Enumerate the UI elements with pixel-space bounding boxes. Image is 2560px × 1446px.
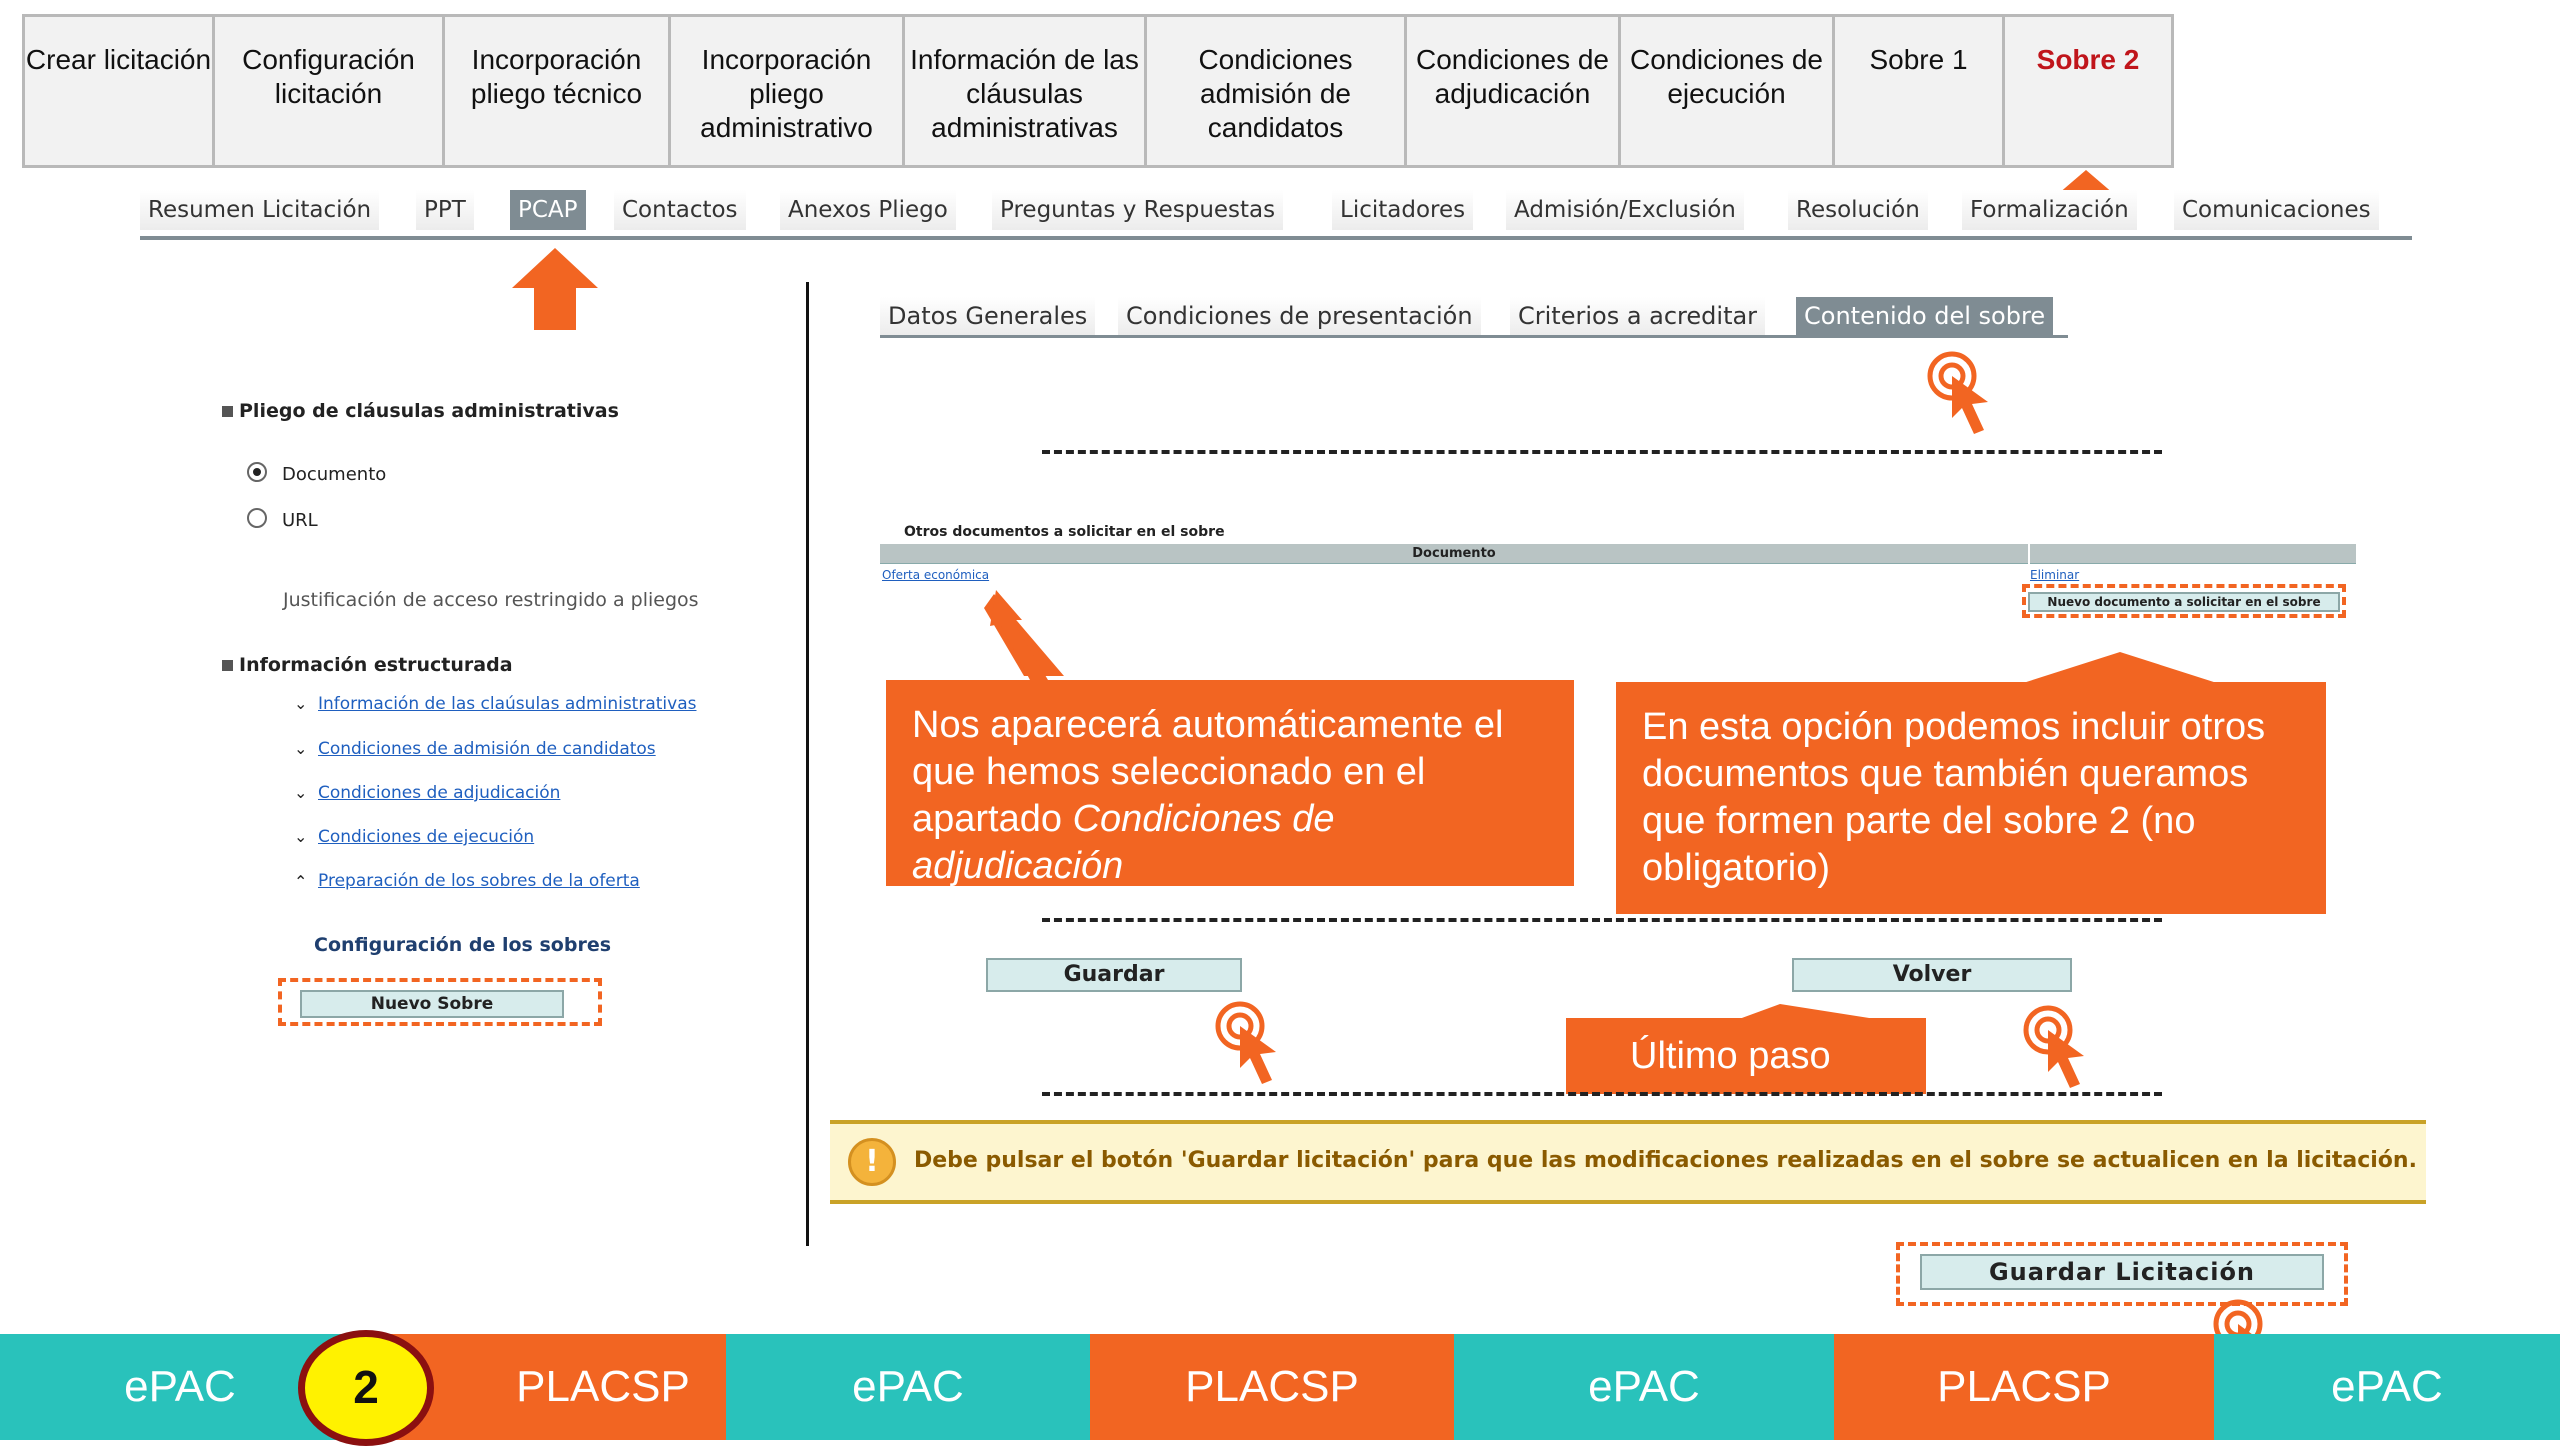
chevron-down-icon: ⌄ [294, 694, 308, 713]
pointer-click-icon [1214, 1000, 1284, 1084]
tab-anexos-pliego[interactable]: Anexos Pliego [780, 190, 956, 230]
chevron-up-icon: ⌃ [294, 872, 308, 891]
pointer-click-icon [2022, 1004, 2092, 1088]
chevron-down-icon: ⌄ [294, 827, 308, 846]
tab-ppt[interactable]: PPT [416, 190, 474, 230]
link-ejecucion[interactable]: Condiciones de ejecución [318, 827, 535, 847]
tab-admision-exclusion[interactable]: Admisión/Exclusión [1506, 190, 1744, 230]
tab-comunicaciones[interactable]: Comunicaciones [2174, 190, 2379, 230]
radio-url[interactable] [247, 508, 267, 528]
callout-ultimo-paso: Último paso [1566, 1018, 1926, 1094]
link-preparacion-sobres[interactable]: Preparación de los sobres de la oferta [318, 871, 640, 891]
callout-notch-icon [2020, 652, 2220, 684]
tab-contactos[interactable]: Contactos [614, 190, 746, 230]
tab-pcap[interactable]: PCAP [510, 190, 586, 230]
step-info-clausulas[interactable]: Información de las cláusulas administrativas [905, 17, 1147, 165]
process-step-placsp: PLACSP [1090, 1334, 1454, 1440]
table-header-documento: Documento [1412, 546, 1496, 561]
pliego-section-title: Pliego de cláusulas administrativas [222, 400, 619, 422]
step-sobre-1[interactable]: Sobre 1 [1835, 17, 2005, 165]
step-adjudicacion[interactable]: Condiciones de adjudicación [1407, 17, 1621, 165]
radio-documento[interactable] [247, 462, 267, 482]
subtabs-underline [880, 335, 2068, 338]
bullet-square-icon [222, 660, 233, 671]
step-admision-candidatos[interactable]: Condiciones admisión de candidatos [1147, 17, 1407, 165]
process-step-epac: ePAC [1454, 1334, 1834, 1440]
tab-preguntas-respuestas[interactable]: Preguntas y Respuestas [992, 190, 1283, 230]
nuevo-sobre-button[interactable]: Nuevo Sobre [300, 990, 564, 1018]
process-step-epac: ePAC [2214, 1334, 2560, 1440]
process-step-placsp: PLACSP [1834, 1334, 2214, 1440]
warning-icon: ! [848, 1138, 896, 1186]
chevron-down-icon: ⌄ [294, 783, 308, 802]
process-step-epac: ePAC [0, 1334, 360, 1440]
link-info-clausulas[interactable]: Información de las claúsulas administrativas [318, 694, 697, 714]
subtab-datos-generales[interactable]: Datos Generales [880, 297, 1095, 335]
step-pliego-tecnico[interactable]: Incorporación pliego técnico [445, 17, 671, 165]
link-adjudicacion[interactable]: Condiciones de adjudicación [318, 783, 561, 803]
config-sobres-label: Configuración de los sobres [314, 934, 612, 956]
step-pliego-administrativo[interactable]: Incorporación pliego administrativo [671, 17, 905, 165]
guardar-licitacion-button[interactable]: Guardar Licitación [1920, 1254, 2324, 1290]
nuevo-documento-button[interactable]: Nuevo documento a solicitar en el sobre [2028, 592, 2340, 612]
radio-url-label: URL [282, 510, 318, 531]
table-divider [2028, 544, 2030, 564]
step-configuracion-licitacion[interactable]: Configuración licitación [215, 17, 445, 165]
eliminar-link[interactable]: Eliminar [2030, 568, 2080, 582]
step-sobre-2[interactable]: Sobre 2 [2036, 44, 2140, 75]
radio-documento-label: Documento [282, 464, 387, 485]
arrow-up-icon [990, 590, 1050, 680]
tab-licitadores[interactable]: Licitadores [1332, 190, 1473, 230]
justificacion-label: Justificación de acceso restringido a pliegos [283, 589, 699, 611]
warning-banner [830, 1120, 2426, 1204]
arrow-up-icon [510, 248, 600, 330]
process-step-placsp: PLACSP [360, 1334, 726, 1440]
pointer-click-icon [1926, 350, 1996, 434]
callout-otros-documentos: En esta opción podemos incluir otros documentos que también queramos que formen parte del sobre 2 (no obligatorio) [1616, 682, 2326, 914]
otros-documentos-title: Otros documentos a solicitar en el sobre [904, 524, 1225, 540]
step-ejecucion[interactable]: Condiciones de ejecución [1621, 17, 1835, 165]
panel-divider [806, 282, 809, 1246]
chevron-down-icon: ⌄ [294, 739, 308, 758]
dash-separator [1042, 450, 2162, 454]
dash-separator [1042, 918, 2162, 922]
tab-resolucion[interactable]: Resolución [1788, 190, 1928, 230]
volver-button[interactable]: Volver [1792, 958, 2072, 992]
bullet-square-icon [222, 406, 233, 417]
subtab-criterios-acreditar[interactable]: Criterios a acreditar [1510, 297, 1765, 335]
steps-bar [22, 14, 2174, 168]
guardar-button[interactable]: Guardar [986, 958, 1242, 992]
callout-oferta-economica: Nos aparecerá automáticamente el que hemos seleccionado en el apartado Condiciones de adjudicación [886, 680, 1574, 886]
tab-formalizacion[interactable]: Formalización [1962, 190, 2137, 230]
info-section-title: Información estructurada [222, 654, 513, 676]
subtab-contenido-sobre[interactable]: Contenido del sobre [1796, 297, 2053, 335]
process-step-epac: ePAC [726, 1334, 1090, 1440]
link-admision-candidatos[interactable]: Condiciones de admisión de candidatos [318, 739, 656, 759]
tab-resumen-licitacion[interactable]: Resumen Licitación [140, 190, 379, 230]
dash-separator [1042, 1092, 2162, 1096]
step-number-badge: 2 [298, 1330, 434, 1446]
main-tabs [140, 190, 2412, 240]
step-crear-licitacion[interactable]: Crear licitación [25, 17, 215, 165]
oferta-economica-link[interactable]: Oferta económica [882, 568, 990, 582]
subtab-condiciones-presentacion[interactable]: Condiciones de presentación [1118, 297, 1481, 335]
warning-text: Debe pulsar el botón 'Guardar licitación' para que las modificaciones realizadas en el sobre se actualicen en la licitación. [914, 1148, 2417, 1173]
documents-table-header [880, 544, 2356, 564]
